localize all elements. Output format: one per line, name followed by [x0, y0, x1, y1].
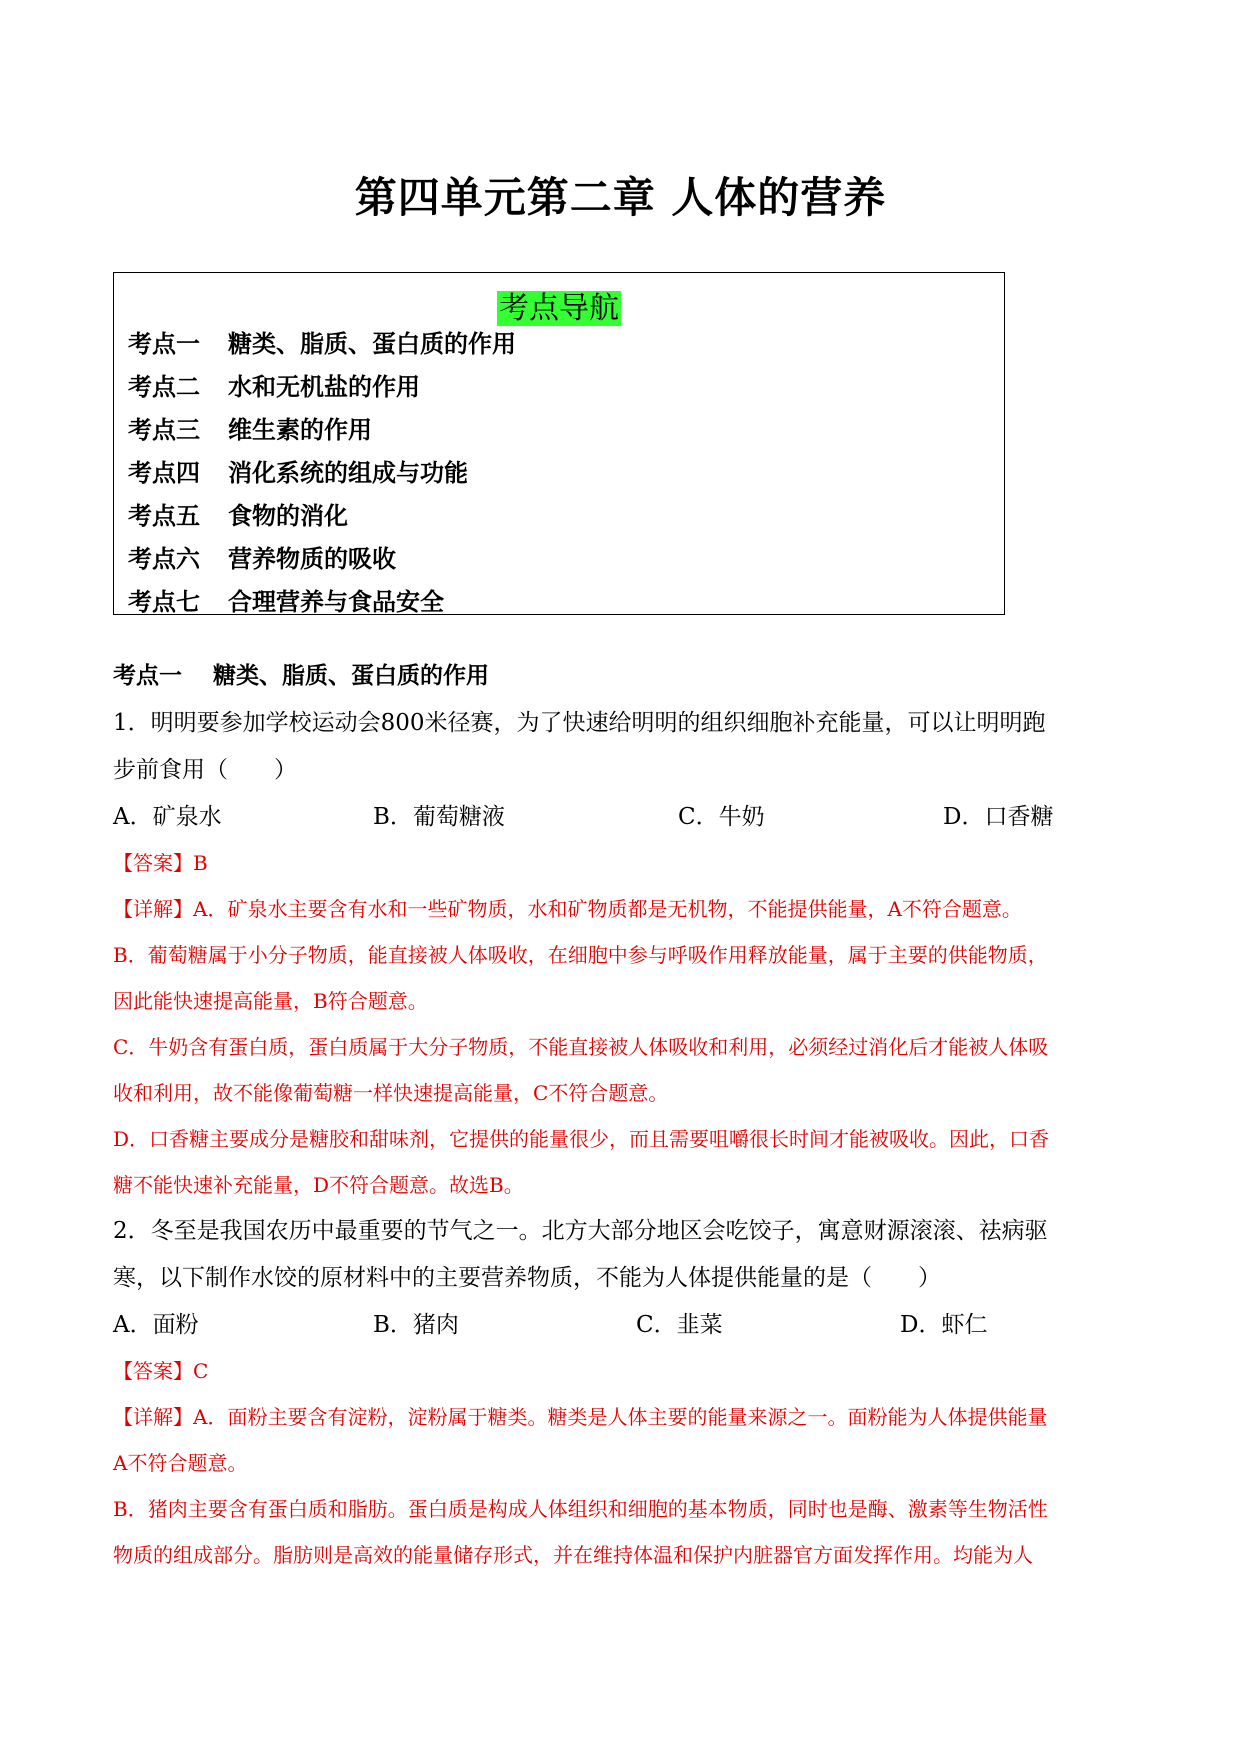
nav-item: 考点四 消化系统的组成与功能	[128, 459, 468, 487]
nav-item: 考点三 维生素的作用	[128, 416, 372, 444]
option-a: A．矿泉水	[113, 804, 222, 830]
question-1-options	[113, 794, 1133, 840]
content	[113, 658, 1133, 1578]
nav-item: 考点二 水和无机盐的作用	[128, 373, 420, 401]
nav-heading: 考点导航	[499, 291, 619, 326]
topic-navigation-box	[113, 272, 1005, 615]
nav-item: 考点六 营养物质的吸收	[128, 545, 396, 573]
nav-item: 考点五 食物的消化	[128, 502, 348, 530]
question-2-options	[113, 1302, 1133, 1348]
option-a: A．面粉	[113, 1312, 199, 1338]
option-c: C．韭菜	[636, 1312, 723, 1338]
option-d: D．虾仁	[900, 1312, 988, 1338]
option-d: D．口香糖	[943, 804, 1054, 830]
explanation: 【详解】A．矿泉水主要含有水和一些矿物质，水和矿物质都是无机物，不能提供能量，A不符合题意。 B．葡萄糖属于小分子物质，能直接被人体吸收，在细胞中参与呼吸作用释放能量，属于主要的供能物质， 因此能快速提高能量，B符合题意。 C．牛奶含有蛋白质，蛋白质属于大分子物质，不能直接被人体吸收和利用，必须经过消化后才能被人体吸 收和利用，故不能像葡萄糖一样快速提高能量，C不符合题意。 D．口香糖主要成分是糖胶和甜味剂，它提供的能量很少，而且需要咀嚼很长时间才能被吸收。因此，口香 糖不能快速补充能量，D不符合题意。故选B。	[113, 897, 1050, 1197]
page-title: 第四单元第二章 人体的营养	[354, 173, 887, 222]
answer: 【答案】C	[113, 1359, 209, 1383]
question-1: 1．明明要参加学校运动会800米径赛，为了快速给明明的组织细胞补充能量，可以让明明跑 步前食用（ ）	[113, 710, 1046, 783]
nav-list	[128, 323, 516, 624]
option-b: B．葡萄糖液	[373, 804, 505, 830]
option-b: B．猪肉	[373, 1312, 459, 1338]
nav-item: 考点七 合理营养与食品安全	[128, 588, 444, 616]
explanation: 【详解】A．面粉主要含有淀粉，淀粉属于糖类。糖类是人体主要的能量来源之一。面粉能为人体提供能量 A不符合题意。 B．猪肉主要含有蛋白质和脂肪。蛋白质是构成人体组织和细胞的基本物质，同时也是酶、激素等生物活性 物质的组成部分。脂肪则是高效的能量储存形式，并在维持体温和保护内脏器官方面发挥作用。均能为人	[113, 1405, 1048, 1567]
nav-item: 考点一 糖类、脂质、蛋白质的作用	[128, 330, 516, 358]
section-heading: 考点一 糖类、脂质、蛋白质的作用	[113, 663, 489, 689]
option-c: C．牛奶	[678, 804, 765, 830]
answer: 【答案】B	[113, 851, 208, 875]
question-2: 2．冬至是我国农历中最重要的节气之一。北方大部分地区会吃饺子，寓意财源滚滚、祛病驱 寒，以下制作水饺的原材料中的主要营养物质，不能为人体提供能量的是（ ）	[113, 1218, 1048, 1291]
